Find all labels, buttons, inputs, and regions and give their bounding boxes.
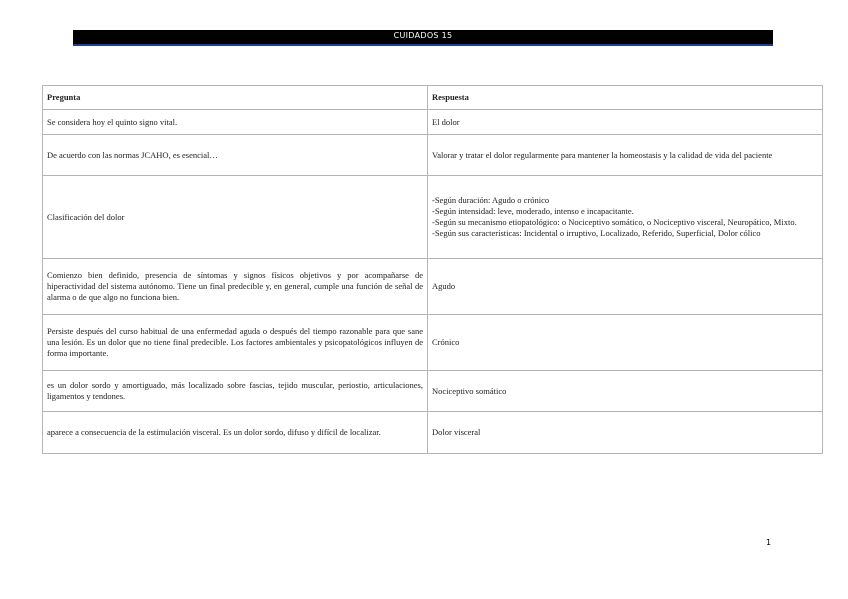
page-number: 1 [766,538,772,547]
classification-line: -Según intensidad: leve, moderado, intenso e incapacitante. [432,206,634,216]
header-bar [73,30,773,46]
question-cell: aparece a consecuencia de la estimulación visceral. Es un dolor sordo, difuso y difícil de localizar. [43,412,428,454]
table-row [43,135,823,176]
table-row [43,412,823,454]
classification-line: -Según duración: Agudo o crónico [432,195,550,205]
column-header-respuesta: Respuesta [428,86,823,110]
table-row [43,371,823,412]
answer-cell: Valorar y tratar el dolor regularmente para mantener la homeostasis y la calidad de vida del paciente [428,135,823,176]
answer-cell [428,176,823,259]
answer-cell: Agudo [428,259,823,315]
question-cell: Comienzo bien definido, presencia de síntomas y signos físicos objetivos y por acompañarse de hiperactividad del sistema autónomo. Tiene un final predecible y, en general, cumple una función de señal de alarma o de que algo no funciona bien. [43,259,428,315]
question-cell: Se considera hoy el quinto signo vital. [43,110,428,135]
table-row [43,315,823,371]
document-title: CUIDADOS 15 [393,31,453,40]
table-row [43,110,823,135]
classification-line: -Según sus características: Incidental o irruptivo, Localizado, Referido, Superficial, Dolor cólico [432,228,761,238]
question-cell: De acuerdo con las normas JCAHO, es esencial… [43,135,428,176]
table-row [43,176,823,259]
question-cell: Persiste después del curso habitual de una enfermedad aguda o después del tiempo razonable para que sane una lesión. Es un dolor que no tiene final predecible. Los factores ambientales y psicopatológicos influyen de forma importante. [43,315,428,371]
classification-line: -Según su mecanismo etiopatológico: o Nociceptivo somático, o Nociceptivo visceral, Neuropático, Mixto. [432,217,797,227]
answer-cell: Crónico [428,315,823,371]
answer-cell: Nociceptivo somático [428,371,823,412]
column-header-pregunta: Pregunta [43,86,428,110]
answer-cell: Dolor visceral [428,412,823,454]
question-cell: Clasificación del dolor [43,176,428,259]
answer-cell: El dolor [428,110,823,135]
table-row [43,259,823,315]
question-cell: es un dolor sordo y amortiguado, más localizado sobre fascias, tejido muscular, periostio, articulaciones, ligamentos y tendones. [43,371,428,412]
qa-table [42,85,823,454]
table-header-row [43,86,823,110]
